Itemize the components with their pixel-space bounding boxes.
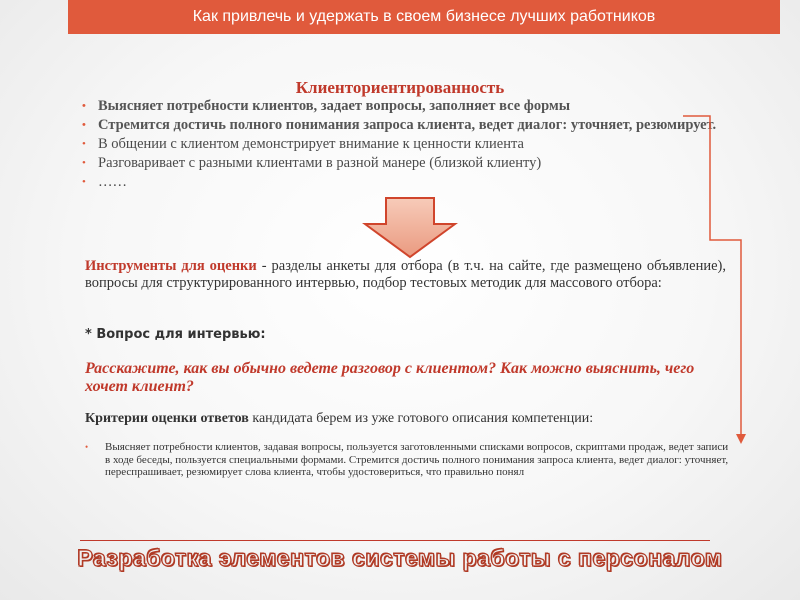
list-item: • Выясняет потребности клиентов, задавая вопросы, пользуется заготовленными списками вопросов, скриптами продаж, ведет записи в ходе беседы, пользуется специальными формами. Стремится достичь полного понимания запроса клиента, ведет диалог: уточняет, переспрашивает, резюмирует слова клиента, чтобы удостовериться, что правильно понял (85, 441, 729, 478)
list-item: • Разговаривает с разными клиентами в разной манере (близкой клиенту) (82, 155, 542, 171)
bullet-icon: • (82, 119, 86, 131)
criteria-list (85, 441, 730, 479)
header-title: Как привлечь и удержать в своем бизнесе лучших работников (192, 8, 656, 25)
criteria-text: Критерии оценки ответов кандидата берем из уже готового описания компетенции: (85, 411, 594, 426)
question-label: * Вопрос для интервью: (85, 327, 266, 342)
competency-list (82, 98, 722, 193)
footer-divider (80, 540, 710, 541)
interview-question: Расскажите, как вы обычно ведете разговор с клиентом? Как можно выяснить, чего хочет клиент? (85, 360, 695, 395)
list-item: • В общении с клиентом демонстрирует внимание к ценности клиента (82, 136, 524, 152)
list-item: • …… (82, 174, 127, 190)
bullet-icon: • (85, 442, 89, 452)
bullet-icon: • (82, 138, 86, 150)
footer-title: Разработка элементов системы работы с персоналом (77, 545, 723, 571)
list-item: • Стремится достичь полного понимания запроса клиента, ведет диалог: уточняет, резюмирует. (82, 117, 717, 133)
down-arrow-icon (362, 196, 458, 260)
bullet-icon: • (82, 176, 86, 188)
bullet-icon: • (82, 100, 86, 112)
header-bar (68, 0, 780, 34)
assessment-tools: Инструменты для оценки - разделы анкеты для отбора (в т.ч. на сайте, где размещено объявление), вопросы для структурированного интервью, подбор тестовых методик для массового отбора: (85, 258, 726, 291)
list-item: • Выясняет потребности клиентов, задает вопросы, заполняет все формы (82, 98, 571, 114)
section-title: Клиенториентированность (295, 78, 505, 97)
bullet-icon: • (82, 157, 86, 169)
